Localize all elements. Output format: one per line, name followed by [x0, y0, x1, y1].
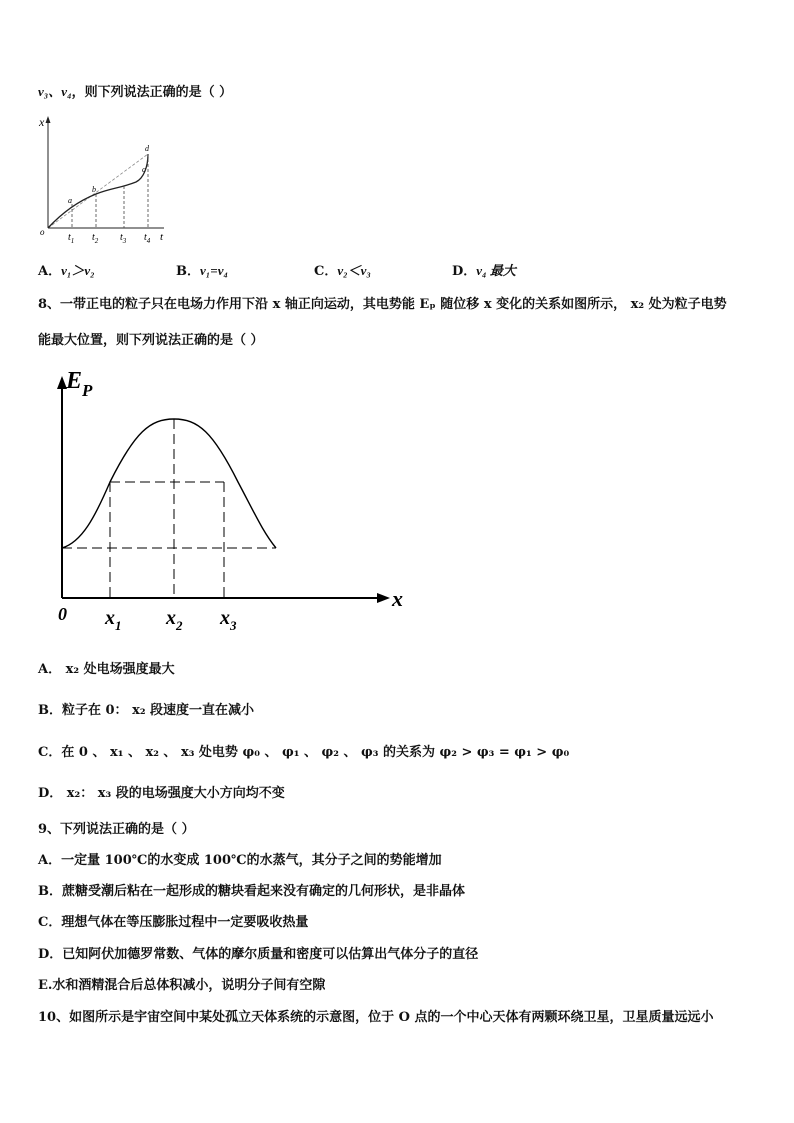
- q7-option-d[interactable]: [452, 260, 516, 279]
- q9-option-c[interactable]: C．理想气体在等压膨胀过程中一定要吸收热量: [38, 915, 309, 930]
- q8-stem-line2: 能最大位置，则下列说法正确的是（ ）: [38, 333, 264, 348]
- q7-x-axis-label: t: [160, 231, 164, 243]
- q9-option-a[interactable]: A．一定量 100℃的水变成 100℃的水蒸气，其分子之间的势能增加: [38, 853, 442, 868]
- q7-tick-t2: $t_2$: [92, 232, 99, 245]
- q7-origin-label: o: [40, 227, 45, 237]
- q8-ep-graph: [50, 362, 420, 640]
- q7-option-c[interactable]: [314, 260, 371, 279]
- q8-y-axis-label: $E_P$: [66, 368, 93, 400]
- q7-option-b[interactable]: [176, 260, 228, 279]
- q7-tick-t1: $t_1$: [68, 232, 75, 245]
- q7-y-axis-label: x: [39, 115, 45, 129]
- q7-point-b: b: [92, 185, 96, 194]
- q7-chord-line: [48, 154, 148, 228]
- q8-ep-curve: [62, 419, 276, 548]
- q7-xt-graph: [36, 114, 176, 246]
- q8-option-c[interactable]: C．在 0 、 x₁ 、 x₂ 、 x₃ 处电势 φ₀ 、 φ₁ 、 φ₂ 、 φ₃ 的关系为 φ₂ > φ₃ = φ₁ > φ₀: [38, 745, 570, 760]
- q9-option-b[interactable]: B．蔗糖受潮后粘在一起形成的糖块看起来没有确定的几何形状，是非晶体: [38, 884, 465, 899]
- q7-option-a-text: v₁＞v₂: [61, 263, 95, 278]
- q7-option-a-letter: A．: [38, 264, 62, 279]
- q9-stem: 9、下列说法正确的是（ ）: [38, 822, 195, 837]
- q10-stem: 10、如图所示是宇宙空间中某处孤立天体系统的示意图，位于 O 点的一个中心天体有两颗环绕卫星，卫星质量远远小: [38, 1010, 714, 1025]
- q7-y-arrow: [46, 116, 51, 123]
- q8-tick-x1: $x_1$: [105, 607, 122, 633]
- q7-option-b-text: v₁=v₄: [200, 263, 229, 278]
- q7-stem-vars: v₃、v₄: [38, 84, 72, 99]
- q8-x-axis-label: x: [392, 586, 403, 611]
- q8-option-d[interactable]: D． x₂： x₃ 段的电场强度大小方向均不变: [38, 786, 285, 801]
- q7-stem-text: ，则下列说法正确的是（ ）: [71, 85, 233, 100]
- q7-option-c-text: v₂＜v₃: [337, 263, 371, 278]
- q7-option-a[interactable]: [38, 260, 95, 279]
- q8-option-a[interactable]: A． x₂ 处电场强度最大: [38, 662, 175, 677]
- q8-origin-label: 0: [58, 604, 67, 624]
- q8-tick-x2: $x_2$: [166, 607, 183, 633]
- q7-stem: [38, 84, 232, 101]
- q9-option-e[interactable]: E.水和酒精混合后总体积减小，说明分子间有空隙: [38, 978, 326, 993]
- q7-tick-t4: $t_4$: [144, 232, 151, 245]
- q7-option-c-letter: C．: [314, 264, 338, 279]
- q7-point-d: d: [145, 144, 149, 153]
- q7-option-d-text: v₄ 最大: [476, 263, 516, 278]
- q9-option-d[interactable]: D．已知阿伏加德罗常数、气体的摩尔质量和密度可以估算出气体分子的直径: [38, 947, 479, 962]
- q7-tick-t3: $t_3$: [120, 232, 127, 245]
- q8-option-b[interactable]: B．粒子在 0： x₂ 段速度一直在减小: [38, 703, 255, 718]
- q7-option-d-letter: D．: [452, 264, 477, 279]
- q7-point-c: c: [142, 165, 146, 174]
- q7-option-b-letter: B．: [176, 264, 200, 279]
- q8-tick-x3: $x_3$: [220, 607, 237, 633]
- q8-stem-line1: 8、一带正电的粒子只在电场力作用下沿 x 轴正向运动，其电势能 Eₚ 随位移 x 变化的关系如图所示， x₂ 处为粒子电势: [38, 297, 727, 312]
- q7-point-a: a: [68, 196, 72, 205]
- q8-x-arrow: [377, 593, 390, 603]
